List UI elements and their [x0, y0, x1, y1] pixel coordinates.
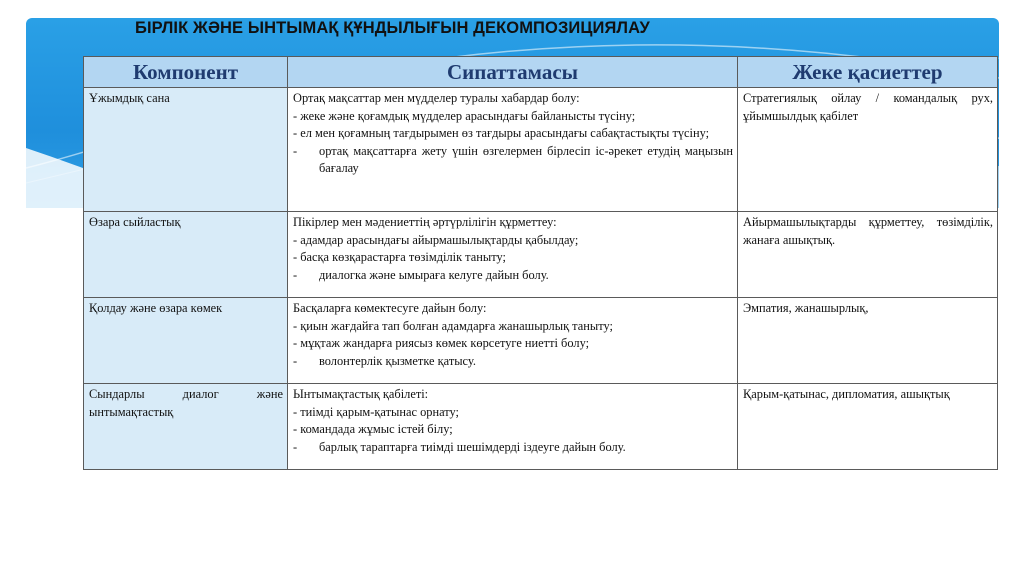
header-traits: Жеке қасиеттер: [738, 57, 998, 88]
description-item: - адамдар арасындағы айырмашылықтарды қабылдау;: [293, 232, 579, 247]
description-cell: [288, 384, 738, 470]
component-text: Сындарлы диалог және ынтымақтастық: [89, 387, 283, 419]
description-cell: [288, 298, 738, 384]
description-intro: Пікірлер мен мәдениеттің әртүрлілігін құрметтеу:: [293, 215, 557, 229]
bullet-marker: -: [293, 353, 298, 368]
description-item: - мұқтаж жандарға риясыз көмек көрсетуге ниетті болу;: [293, 336, 590, 350]
page-title: БІРЛІК ЖӘНЕ ЫНТЫМАҚ ҚҰНДЫЛЫҒЫН ДЕКОМПОЗИЦИЯЛАУ: [135, 19, 650, 37]
table-row: [84, 384, 998, 470]
bullet-marker: -: [293, 439, 298, 454]
description-intro: Ортақ мақсаттар мен мүдделер туралы хабардар болу:: [293, 91, 580, 105]
values-table: [83, 56, 998, 470]
traits-text: Қарым-қатынас, дипломатия, ашықтық: [743, 387, 950, 401]
table-header-row: [84, 57, 998, 88]
bullet-text: волонтерлік қызметке қатысу.: [319, 353, 476, 368]
description-cell: [288, 88, 738, 212]
bullet-text: диалогка және ымыраға келуге дайын болу.: [319, 267, 549, 282]
header-description: Сипаттамасы: [288, 57, 738, 88]
description-item: - қиын жағдайға тап болған адамдарға жанашырлық таныту;: [293, 318, 613, 333]
traits-text: Стратегиялық ойлау / командалық рух, ұйымшылдық қабілет: [743, 91, 993, 123]
description-bullet-item: [293, 267, 733, 285]
component-text: Ұжымдық сана: [89, 91, 170, 105]
component-cell: [84, 88, 288, 212]
table-row: [84, 88, 998, 212]
description-bullet-item: [293, 353, 733, 371]
bullet-text: ортақ мақсаттарға жету үшін өзгелермен бірлесіп іс-әрекет етудің маңызын бағалау: [319, 143, 733, 175]
description-bullet-item: [293, 439, 733, 457]
component-text: Өзара сыйластық: [89, 215, 181, 229]
description-item: - ел мен қоғамның тағдырымен өз тағдыры арасындағы сабақтастықты түсіну;: [293, 126, 710, 140]
component-text: Қолдау және өзара көмек: [89, 301, 223, 315]
traits-cell: [738, 212, 998, 298]
component-cell: [84, 298, 288, 384]
traits-cell: [738, 298, 998, 384]
description-item: - командада жұмыс істей білу;: [293, 422, 453, 436]
bullet-marker: -: [293, 143, 298, 158]
description-intro: Ынтымақтастық қабілеті:: [293, 387, 429, 401]
description-intro: Басқаларға көмектесуге дайын болу:: [293, 301, 487, 315]
table-row: [84, 212, 998, 298]
description-item: - жеке және қоғамдық мүдделер арасындағы байланысты түсіну;: [293, 108, 636, 123]
header-component: Компонент: [84, 57, 288, 88]
description-bullet-item: [293, 143, 733, 178]
description-item: - тиімді қарым-қатынас орнату;: [293, 404, 459, 419]
table-row: [84, 298, 998, 384]
description-cell: [288, 212, 738, 298]
traits-text: Айырмашылықтарды құрметтеу, төзімділік, жанаға ашықтық.: [743, 215, 993, 247]
traits-cell: [738, 88, 998, 212]
bullet-marker: -: [293, 267, 298, 282]
traits-cell: [738, 384, 998, 470]
component-cell: [84, 212, 288, 298]
traits-text: Эмпатия, жанашырлық,: [743, 301, 869, 315]
component-cell: [84, 384, 288, 470]
bullet-text: барлық тараптарға тиімді шешімдерді іздеуге дайын болу.: [319, 439, 626, 454]
description-item: - басқа көзқарастарға төзімділік таныту;: [293, 250, 506, 264]
